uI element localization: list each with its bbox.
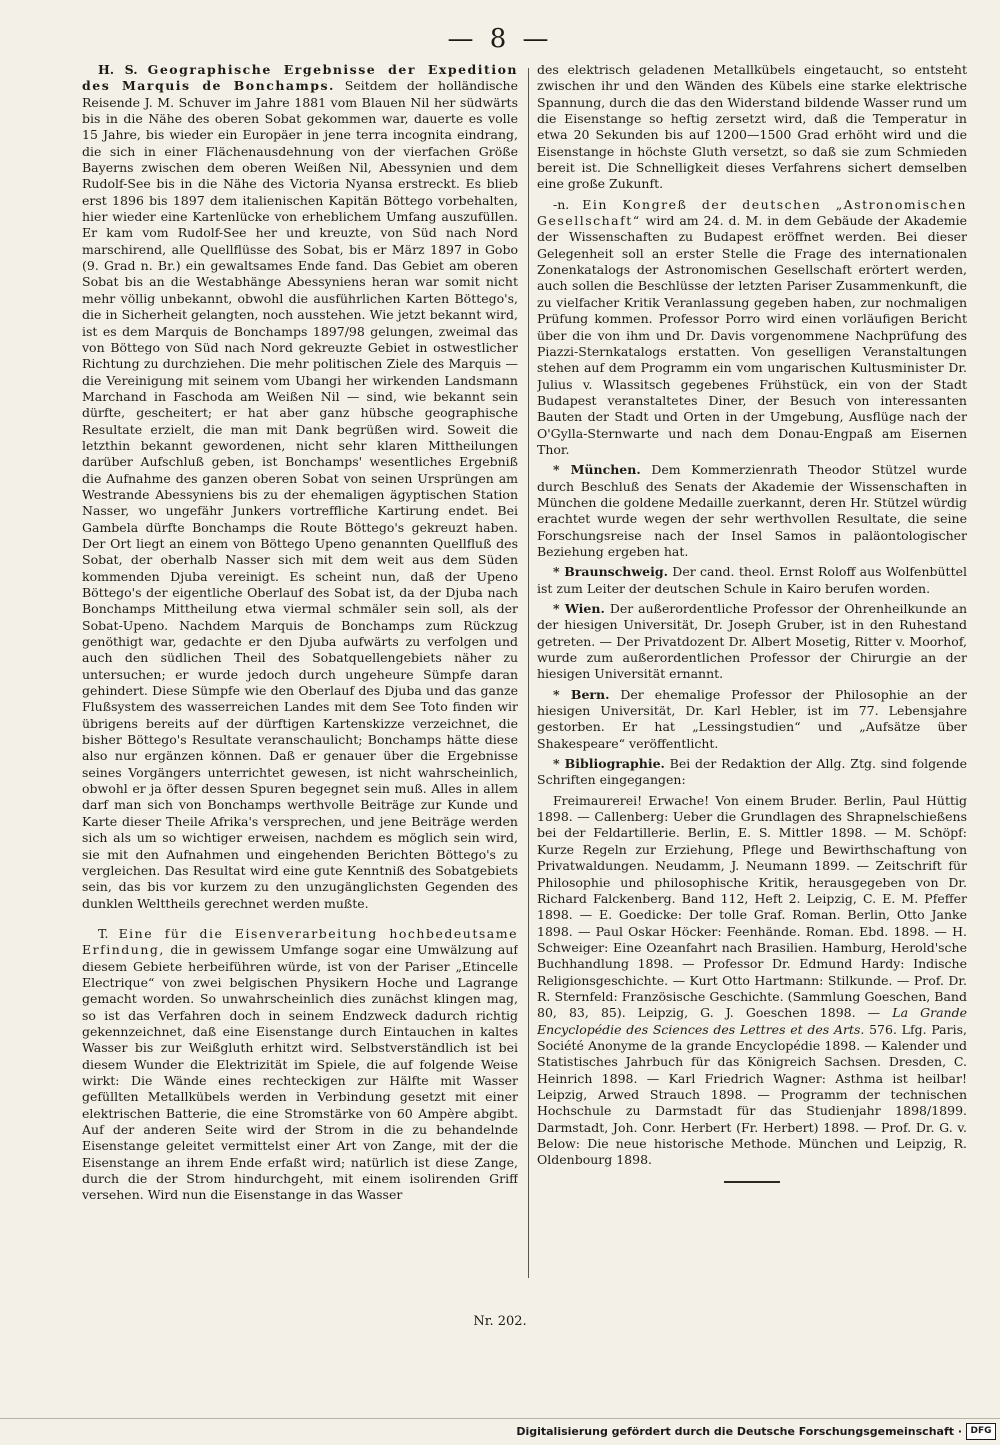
article-iron-invention xyxy=(82,926,518,1204)
article-signature: H. S. xyxy=(98,62,138,77)
page-number: — 8 — xyxy=(447,24,553,54)
bibliography-entries: Freimaurerei! Erwache! Von einem Bruder. Berlin, Paul Hüttig 1898. — Callenberg: Ueber die Grundlagen des Shrapnelschießens bei der Feldartillerie. Berlin, E. S. Mittler 1898. — M. Schöpf: Kurze Regeln zur Erziehung, Pflege und Bewirthschaftung von Privatwaldungen. Neudamm, J. Neumann 1899. — Zeitschrift für Philosophie und philosophische Kritik, herausgegeben von Dr. Richard Falckenberg. Band 112, Heft 2. Leipzig, C. E. M. Pfeffer 1898. — E. Goedicke: Der tolle Graf. Roman. Berlin, Otto Janke 1898. — Paul Oskar Höcker: Feenhände. Roman. Ebd. 1898. — H. Schweiger: Eine Ozeanfahrt nach Brasilien. Hamburg, Herold'sche Buchhandlung 1898. — Professor Dr. Edmund Hardy: Indische Religionsgeschichte. — Kurt Otto Hartmann: Stilkunde. — Prof. Dr. R. Sternfeld: Französische Geschichte. (Sammlung Goeschen, Band 80, 83, 85). Leipzig, G. J. Goeschen 1898. — xyxy=(537,792,967,1021)
news-heading: * Wien. xyxy=(553,601,605,616)
dfg-footer xyxy=(0,1418,1000,1445)
news-body: Der außerordentliche Professor der Ohrenheilkunde an der hiesigen Universität, Dr. Joseph Gruber, ist in den Ruhestand getreten. — Der Privatdozent Dr. Albert Mosetig, Ritter v. Moorhof, wurde zum außerordentlichen Professor der Chirurgie an der hiesigen Universität ernannt. xyxy=(537,601,967,682)
dfg-notice: Digitalisierung gefördert durch die Deutsche Forschungsgemeinschaft · xyxy=(516,1425,962,1438)
article-body: Seitdem der holländische Reisende J. M. Schuver im Jahre 1881 vom Blauen Nil her südwärts bis in die Nähe des oberen Sobat gekommen war, dauerte es volle 15 Jahre, bis wieder ein Europäer in jene terra incognita eindrang, die sich in einer Flächenausdehnung von der vierfachen Größe Bayerns zwischen dem oberen Weißen Nil, Abessynien und dem Rudolf-See bis in die Nähe des Victoria Nyansa erstreckt. Es blieb erst 1896 bis 1897 dem italienischen Kapitän Böttego vorbehalten, hier wieder eine Kartenlücke von erheblichem Umfang auszufüllen. Er kam vom Rudolf-See her und kreuzte, von Süd nach Nord marschirend, alle Quellflüsse des Sobat, bis er März 1897 in Gobo (9. Grad n. Br.) ein gewaltsames Ende fand. Das Gebiet am oberen Sobat bis an die Westabhänge Abessyniens heran war somit nicht mehr völlig unbekannt, obwohl die ausführlichen Karten Böttego's, die in Sicherheit gelangten, noch ausstehen. Wie jetzt bekannt wird, ist es dem Marquis de Bonchamps 1897/98 gelungen, zweimal das von Böttego von Süd nach Nord gekreuzte Gebiet in ostwestlicher Richtung zu durchziehen. Die mehr politischen Ziele des Marquis — die Vereinigung mit seinem vom Ubangi her wirkenden Landsmann Marchand in Faschoda am Weißen Nil — sind, wie bekannt sein dürfte, gescheitert; er hat aber ganz hübsche geographische Resultate erzielt, die man mit Dank begrüßen wird. Soweit die letzthin bekannt gewordenen, nicht sehr klaren Mittheilungen darüber Aufschluß geben, ist Bonchamps' wesentliches Ergebniß die Aufnahme des ganzen oberen Sobat von seinen Ursprüngen am Westrande Abessyniens bis zu der ehemaligen ägyptischen Station Nasser, wo ungefähr Junkers vortreffliche Kartirung endet. Bei Gambela dürfte Bonchamps die Route Böttego's gekreuzt haben. Der Ort liegt an einem von Böttego Upeno genannten Quellfluß des Sobat, der oberhalb Nasser sich mit dem weit aus dem Süden kommenden Djuba vereinigt. Es scheint nun, daß der Upeno Böttego's der eigentliche Oberlauf des Sobat ist, da der Djuba nach Bonchamps Mittheilung etwa viermal schmäler sein soll, als der Sobat-Upeno. Nachdem Marquis de Bonchamps zum Rückzug genöthigt war, gedachte er den Djuba aufwärts zu verfolgen und auch den südlichen Theil des Sobatquellengebiets näher zu untersuchen; er wurde jedoch durch ungeheure Sümpfe daran gehindert. Diese Sümpfe wie den Oberlauf des Djuba und das ganze Flußsystem des wasserreichen Landes mit dem See Toto finden wir übrigens bereits auf der dürftigen Kartenskizze verzeichnet, die bisher Böttego's Resultate veranschaulicht; Bonchamps hätte diese also nur ergänzen können. Daß er genauer über die Ergebnisse seines Vorgängers unterrichtet gewesen, ist nicht wahrscheinlich, obwohl er ja öfter dessen Spuren begegnet sein muß. Alles in allem darf man sich von Bonchamps werthvolle Beiträge zur Kunde und Karte dieser Theile Afrika's versprechen, und jene Beiträge werden sich als um so wichtiger erweisen, nachdem es möglich sein wird, sie mit den Aufnahmen und eingehenden Berichten Böttego's zu vergleichen. Das Resultat wird eine gute Kenntniß des Sobatgebiets sein, das bis vor kurzem zu den unzugänglichsten Gegenden des dunklen Welttheils gerechnet werden mußte. xyxy=(82,78,518,911)
article-lead: Ein Kongreß der deutschen „Astronomischen Gesellschaft“ xyxy=(537,196,967,229)
news-body: Der cand. theol. Ernst Roloff aus Wolfenbüttel ist zum Leiter der deutschen Schule in Kairo berufen worden. xyxy=(537,564,967,596)
news-bern xyxy=(537,687,967,752)
news-muenchen xyxy=(537,462,967,560)
news-heading: * München. xyxy=(553,462,641,478)
end-rule xyxy=(724,1181,780,1183)
news-heading: * Bern. xyxy=(553,686,610,702)
article-astronomy-congress xyxy=(537,197,967,459)
news-heading: * Braunschweig. xyxy=(553,564,668,580)
issue-number: Nr. 202. xyxy=(473,1314,527,1329)
bibliography-intro: Bei der Redaktion der Allg. Ztg. sind folgende Schriften eingegangen: xyxy=(537,756,967,788)
bibliography-entries-2: 576. Lfg. Paris, Société Anonyme de la grande Encyclopédie 1898. — Kalender und Statistisches Jahrbuch für das Königreich Sachsen. Dresden, C. Heinrich 1898. — Karl Friedrich Wagner: Asthma ist heilbar! Leipzig, Arwed Strauch 1898. — Programm der technischen Hochschule zu Darmstadt für das Studienjahr 1898/1899. Darmstadt, Joh. Conr. Herbert (Fr. Herbert) 1898. — Prof. Dr. G. v. Below: Die neue historische Methode. München und Leipzig, R. Oldenbourg 1898. xyxy=(537,1021,967,1168)
right-column xyxy=(537,62,967,1312)
news-body: Der ehemalige Professor der Philosophie an der hiesigen Universität, Dr. Karl Hebler, ist im 77. Lebensjahre gestorben. Er hat „Lessingstudien“ und „Aufsätze über Shakespeare“ veröffentlicht. xyxy=(537,686,967,751)
article-geography xyxy=(82,62,518,912)
bibliography-encyclopedie: La Grande Encyclopédie des Sciences des Lettres et des Arts. xyxy=(537,1005,967,1037)
article-columns xyxy=(82,62,967,1312)
column-divider xyxy=(528,68,529,1278)
news-body: Dem Kommerzienrath Theodor Stützel wurde durch Beschluß des Senats der Akademie der Wissenschaften in München die goldene Medaille zuerkannt, deren Hr. Stützel würdig erachtet wurde wegen der sehr werthvollen Resultate, die seine Forschungsreise nach der Insel Samos in paläontologischer Beziehung ergeben hat. xyxy=(537,462,967,559)
article-body: die in gewissem Umfange sogar eine Umwälzung auf diesem Gebiete herbeiführen würde, ist von der Pariser „Etincelle Electrique“ von zwei belgischen Physikern Hoche und Lagrange gemacht worden. So unwahrscheinlich dies zunächst klingen mag, so ist das Verfahren doch in seinem Endzweck dadurch richtig gekennzeichnet, daß eine Eisenstange durch Eintauchen in kaltes Wasser bis zur Weißgluth erhitzt wird. Selbstverständlich ist bei diesem Wunder die Elektrizität im Spiele, die auf folgende Weise wirkt: Die Wände eines rechteckigen zur Hälfte mit Wasser gefüllten Metallkübels werden in Verbindung gesetzt mit einer elektrischen Batterie, die eine Stromstärke von 60 Ampère abgibt. Auf der anderen Seite wird der Strom in die zu behandelnde Eisenstange geleitet vermittelst einer Art von Zange, mit der die Eisenstange an ihrem Ende erfaßt wird; natürlich ist diese Zange, durch die der Strom hindurchgeht, mit einem isolirenden Griff versehen. Wird nun die Eisenstange in das Wasser xyxy=(82,942,518,1203)
news-braunschweig xyxy=(537,564,967,597)
news-heading: * Bibliographie. xyxy=(553,756,665,772)
dfg-logo-icon: DFG xyxy=(966,1423,996,1440)
left-column xyxy=(82,62,518,1312)
article-body: wird am 24. d. M. in dem Gebäude der Akademie der Wissenschaften zu Budapest eröffnet werden. Bei dieser Gelegenheit soll an erster Stelle die Frage des internationalen Zonenkatalogs der Astronomischen Gesellschaft erörtert werden, auch sollen die Beschlüsse der letzten Pariser Zusammenkunft, die zu vielfacher Kritik Veranlassung gegeben haben, zur nochmaligen Prüfung kommen. Professor Porro wird einen vorläufigen Bericht über die von ihm und Dr. Davis vorgenommene Nachprüfung des Piazzi-Sternkatalogs erstatten. Von geselligen Veranstaltungen stehen auf dem Programm ein vom ungarischen Kultusminister Dr. Julius v. Wlassitsch gegebenes Frühstück, ein von der Stadt Budapest veranstaltetes Diner, der Besuch von interessanten Bauten der Stadt und Orten in der Umgebung, Ausflüge nach der O'Gylla-Sternwarte und nach dem Donau-Engpaß am Eisernen Thor. xyxy=(537,213,967,457)
bibliography-list xyxy=(537,793,967,1169)
article-lead: Eine für die Eisenverarbeitung hochbedeutsame Erfindung, xyxy=(82,925,518,958)
article-signature: -n. xyxy=(553,196,570,212)
article-title: Geographische Ergebnisse der Expedition des Marquis de Bonchamps. xyxy=(82,62,518,94)
article-continuation: des elektrisch geladenen Metallkübels eingetaucht, so entsteht zwischen ihr und den Wänden des Kübels eine starke elektrische Spannung, durch die das den Widerstand bildende Wasser rund um die Eisenstange so heftig zersetzt wird, daß die Temperatur in etwa 20 Sekunden bis auf 1200—1500 Grad erhöht wird und die Eisenstange in höchste Gluth versetzt, so daß sie zum Schmieden bereit ist. Die Schnelligkeit dieses Verfahrens sichert demselben eine große Zukunft. xyxy=(537,62,967,192)
article-signature: T. xyxy=(98,925,109,941)
news-wien xyxy=(537,601,967,683)
bibliography xyxy=(537,756,967,789)
